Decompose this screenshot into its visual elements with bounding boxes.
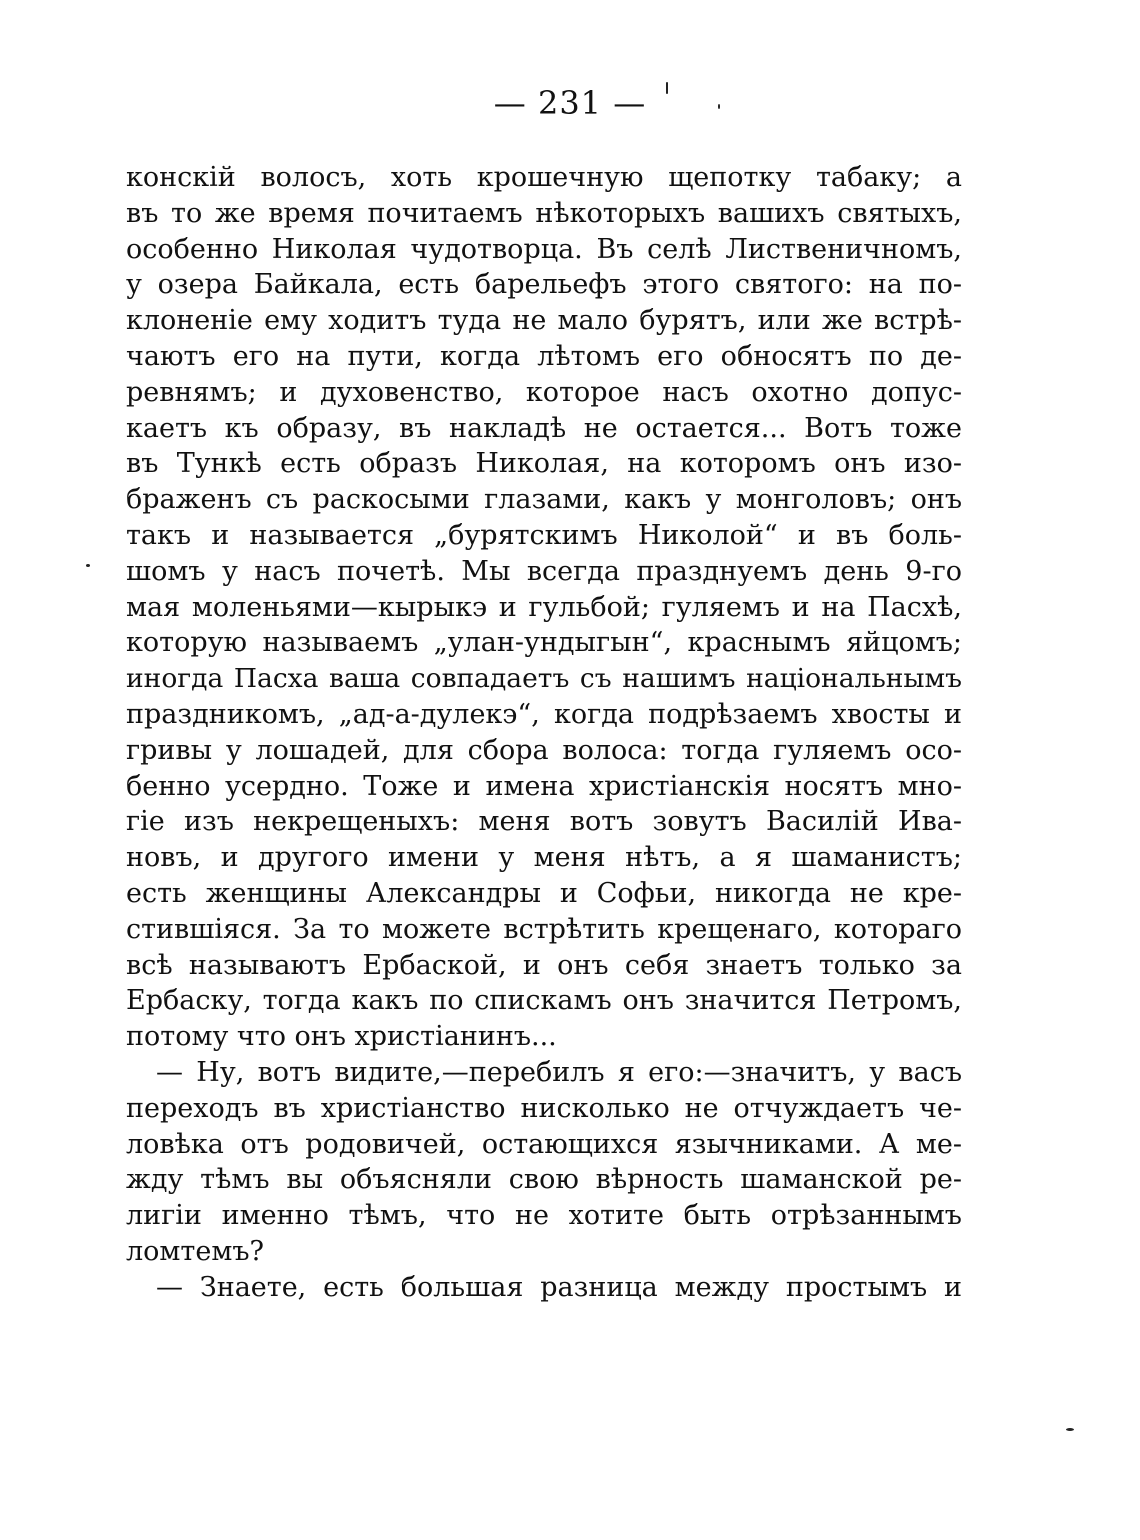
text-line: конскій волосъ, хоть крошечную щепотку табаку; а <box>126 162 962 193</box>
text-line: которую называемъ „улан-ундыгын“, краснымъ яйцомъ; <box>126 627 962 659</box>
text-line: мая моленьями—кырыкэ и гульбой; гуляемъ и на Пасхѣ, <box>126 591 962 623</box>
text-line: стившіяся. За то можете встрѣтить крещенаго, котораго <box>126 913 962 945</box>
text-line: всѣ называютъ Ербаской, и онъ себя знаетъ только за <box>126 949 962 981</box>
text-line: такъ и называется „бурятскимъ Николой“ и въ боль- <box>126 519 962 551</box>
text-line: шомъ у насъ почетѣ. Мы всегда празднуемъ день 9-го <box>126 555 962 587</box>
text-line: праздникомъ, „ад-а-дулекэ“, когда подрѣзаемъ хвосты и <box>126 698 962 730</box>
text-line: бенно усердно. Тоже и имена христіанскія носятъ мно- <box>126 770 962 802</box>
text-line: новъ, и другого имени у меня нѣтъ, а я шаманистъ; <box>126 842 962 874</box>
scan-speck <box>1066 1428 1074 1431</box>
text-line: есть женщины Александры и Софьи, никогда не кре- <box>126 877 962 909</box>
text-line: Ербаску, тогда какъ по спискамъ онъ значится Петромъ, <box>126 985 962 1017</box>
scan-speck <box>718 104 720 109</box>
text-line: иногда Пасха ваша совпадаетъ съ нашимъ національнымъ <box>126 663 962 695</box>
text-line: браженъ съ раскосыми глазами, какъ у монголовъ; онъ <box>126 484 962 516</box>
text-line: въ Тункѣ есть образъ Николая, на которомъ онъ изо- <box>126 448 962 480</box>
text-line: въ то же время почитаемъ нѣкоторыхъ вашихъ святыхъ, <box>126 197 962 229</box>
scan-speck <box>666 82 668 94</box>
text-line: ловѣка отъ родовичей, остающихся язычниками. А ме- <box>126 1128 962 1160</box>
paragraph-1 <box>126 160 962 1055</box>
text-line: — Ну, вотъ видите,—перебилъ я его:—значитъ, у васъ <box>156 1056 962 1088</box>
paragraph-3 <box>126 1270 962 1306</box>
text-line: у озера Байкала, есть барельефъ этого святого: на по- <box>126 269 962 301</box>
page-number: — 231 — <box>493 84 647 122</box>
text-line: особенно Николая чудотворца. Въ селѣ Лиственичномъ, <box>126 233 962 265</box>
body-text <box>126 160 962 1306</box>
scan-speck <box>86 564 90 567</box>
text-line: ломтемъ? <box>126 1235 264 1267</box>
text-line: клоненіе ему ходитъ туда не мало бурятъ, или же встрѣ- <box>126 305 962 337</box>
text-line: каетъ къ образу, въ накладѣ не остается... Вотъ тоже <box>126 412 962 444</box>
text-line: гіе изъ некрещеныхъ: меня вотъ зовутъ Василій Ива- <box>126 806 962 838</box>
text-line: гривы у лошадей, для сбора волоса: тогда гуляемъ осо- <box>126 734 962 766</box>
text-line: — Знаете, есть большая разница между простымъ и <box>156 1271 962 1303</box>
text-line: лигіи именно тѣмъ, что не хотите быть отрѣзаннымъ <box>126 1200 962 1232</box>
text-line: чаютъ его на пути, когда лѣтомъ его обносятъ по де- <box>126 340 962 372</box>
text-line: потому что онъ христіанинъ... <box>126 1021 557 1053</box>
text-line: жду тѣмъ вы объясняли свою вѣрность шаманской ре- <box>126 1164 962 1196</box>
text-line: переходъ въ христіанство нисколько не отчуждаетъ че- <box>126 1092 962 1124</box>
text-line: ревнямъ; и духовенство, которое насъ охотно допус- <box>126 376 962 408</box>
paragraph-2 <box>126 1055 962 1270</box>
